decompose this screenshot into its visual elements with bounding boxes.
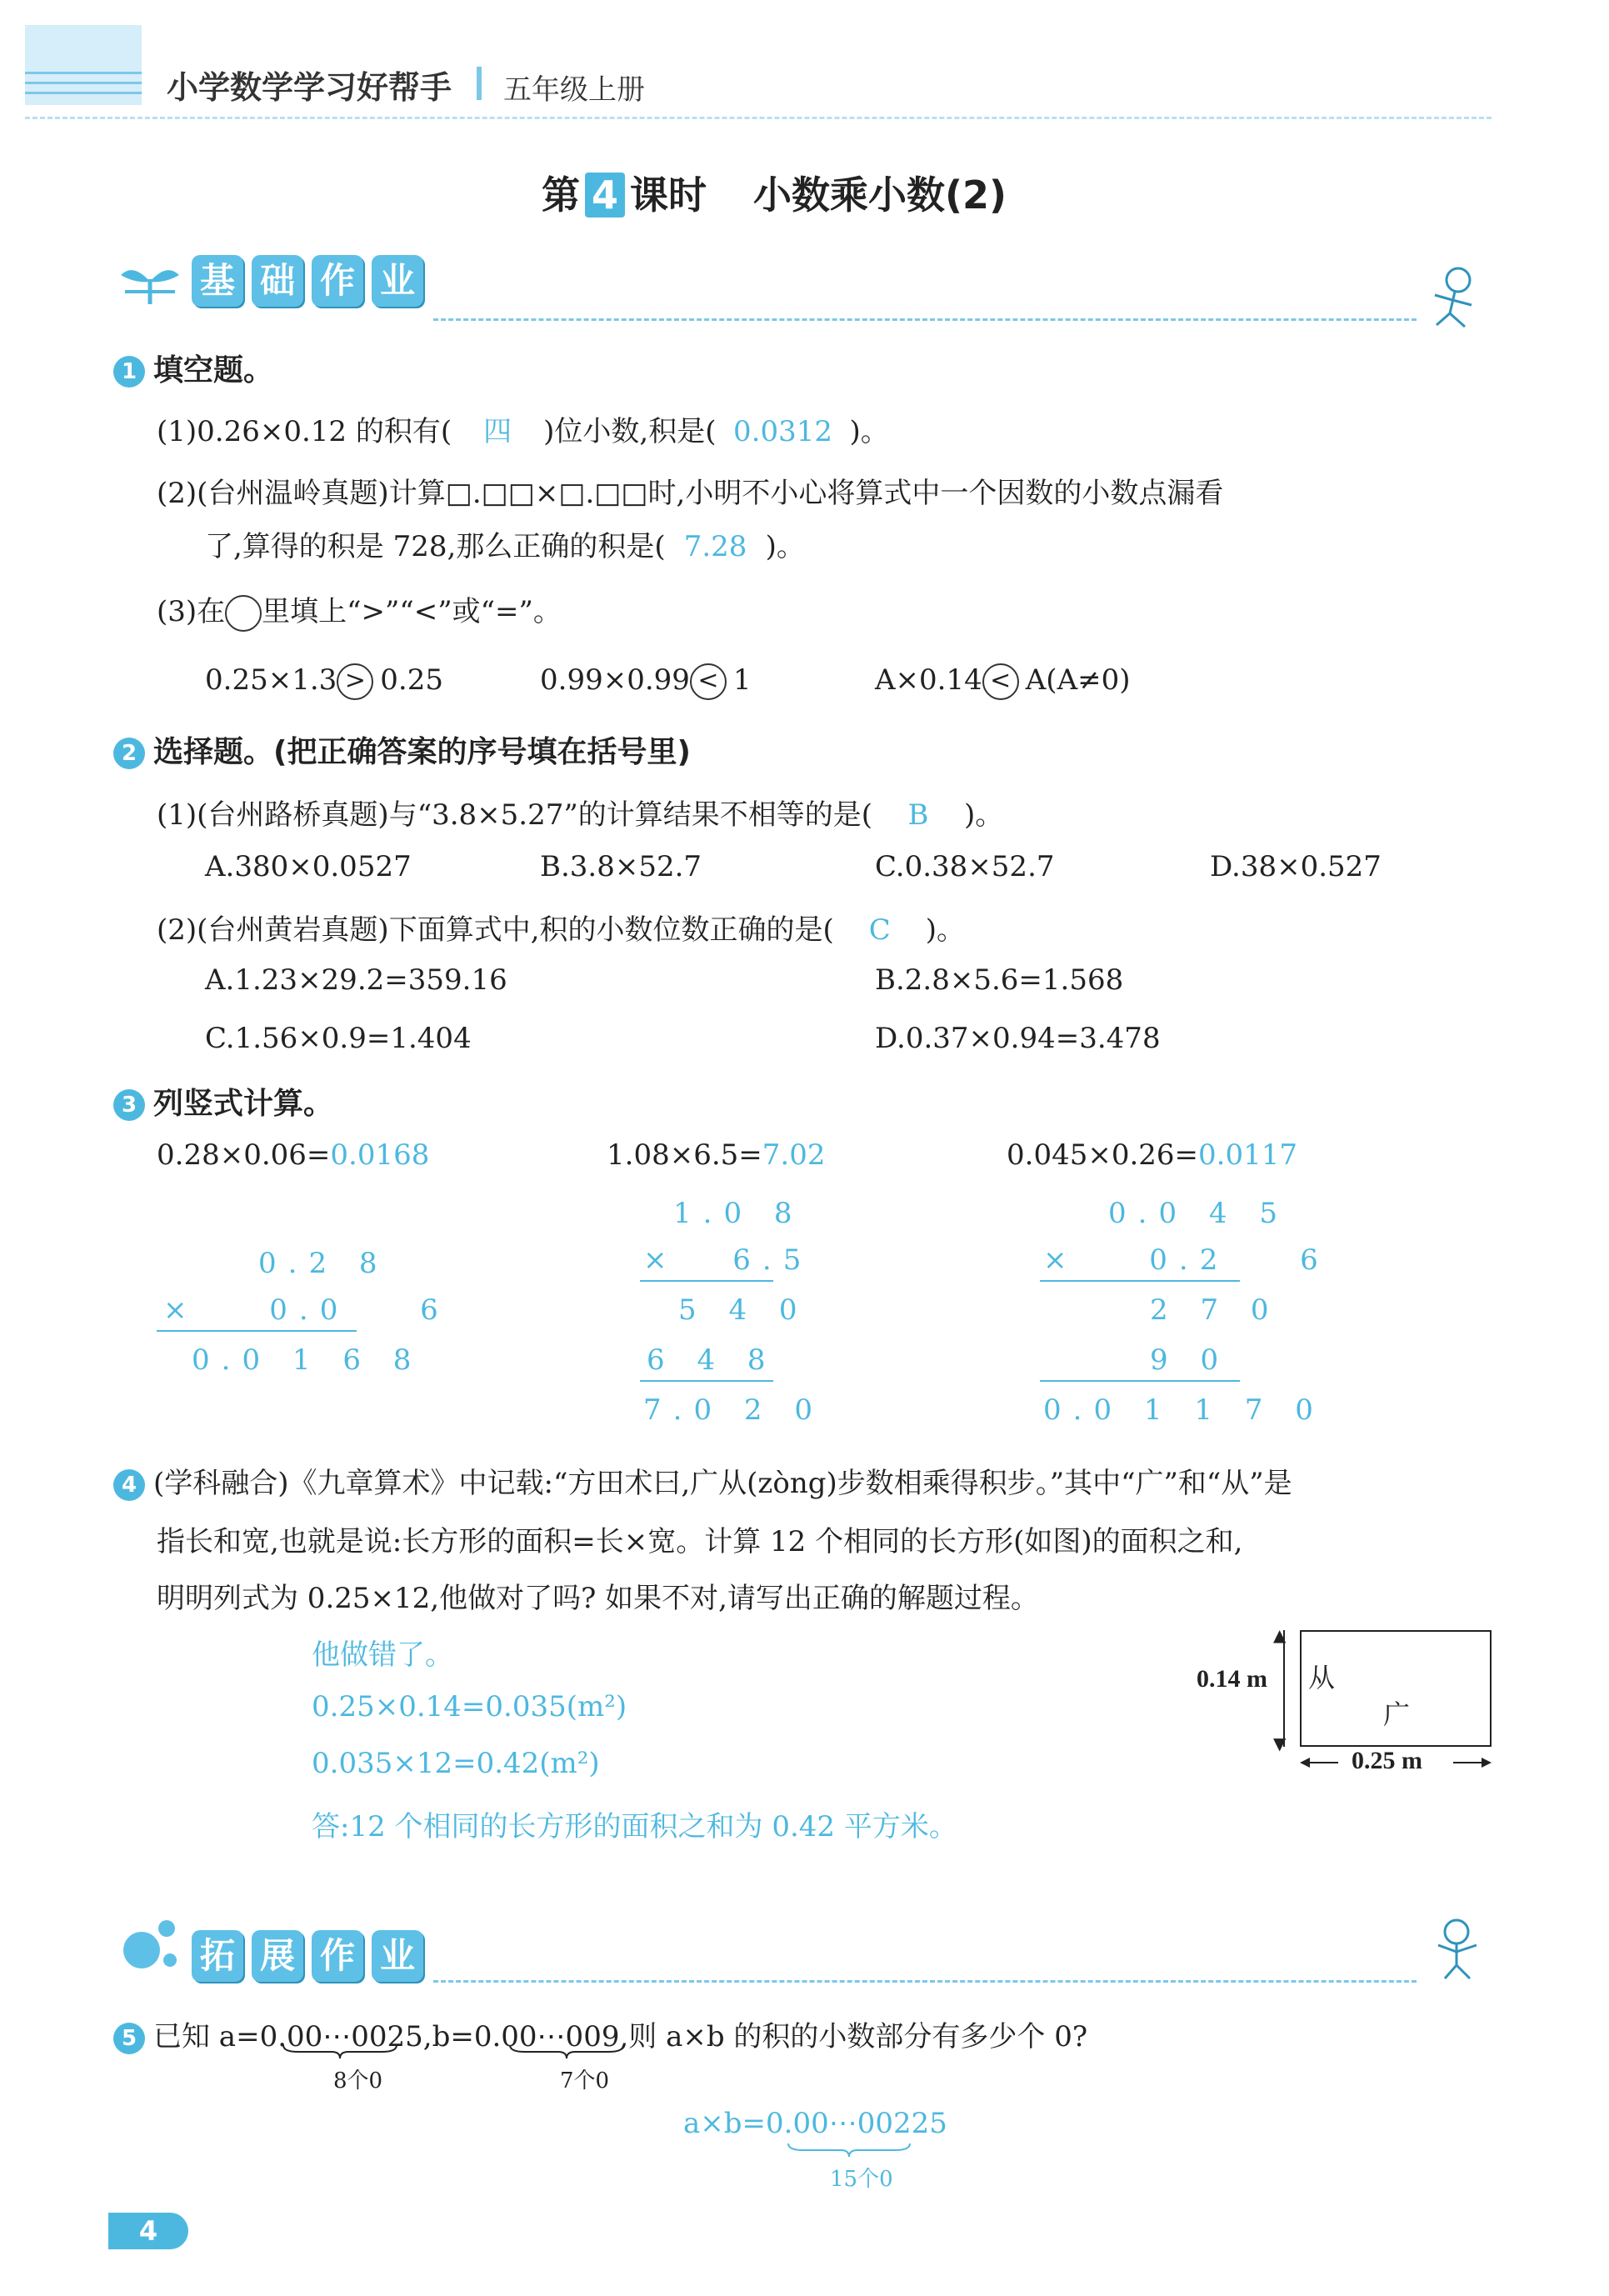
q1-part2-answer: 7.28: [683, 530, 747, 563]
q3-heading: [113, 1080, 333, 1123]
q4-answer4: 答:12 个相同的长方形的面积之和为 0.42 平方米。: [312, 1810, 957, 1843]
q2-part1-text: (1)(台州路桥真题)与“3.8×5.27”的计算结果不相等的是(: [157, 798, 872, 832]
option: D.38×0.527: [1210, 850, 1382, 883]
vcalc2-row: 1.0 8: [673, 1197, 804, 1230]
q3-title: 列竖式计算。: [153, 1087, 334, 1121]
compare-circle: >: [337, 663, 373, 700]
option: A.380×0.0527: [205, 850, 412, 883]
option: C.1.56×0.9=1.404: [205, 1022, 472, 1055]
page-number: 4: [108, 2213, 188, 2249]
q2-title: 选择题。(把正确答案的序号填在括号里): [153, 735, 691, 769]
book-subtitle: 五年级上册: [503, 73, 645, 107]
q1-part2-line1: (2)(台州温岭真题)计算□.□□×□.□□时,小明不小心将算式中一个因数的小数点漏看: [157, 477, 1224, 510]
banner-char: 础: [252, 255, 303, 307]
expr: 0.045×0.26=: [1007, 1138, 1199, 1172]
expr-answer: 7.02: [762, 1138, 826, 1172]
q1-part1-text: )位小数,积是(: [543, 415, 717, 448]
header-line: [25, 72, 142, 74]
banner-dashed-rule: [433, 1980, 1417, 1983]
banner-char: 展: [252, 1930, 303, 1982]
vcalc1-row: × 0.0 6: [163, 1293, 450, 1327]
q4-answer2: 0.25×0.14=0.035(m²): [312, 1690, 627, 1723]
vcalc1-row: 0.0 1 6 8: [192, 1343, 423, 1377]
header-divider: [477, 67, 482, 100]
compare-circle: <: [982, 663, 1019, 700]
q1-part2-text: 了,算得的积是 728,那么正确的积是(: [205, 530, 666, 563]
q1-part1-answer2: 0.0312: [733, 415, 832, 448]
lesson-unit: 课时: [630, 173, 707, 218]
banner-char: 作: [312, 255, 363, 307]
q4-text: (学科融合)《九章算术》中记载:“方田术曰,广从(zòng)步数相乘得积步。”其中“广”和“从”是: [153, 1467, 1292, 1500]
q2-heading: [113, 728, 691, 771]
q3-expr2: [607, 1138, 825, 1172]
kid-icon: [1425, 1917, 1492, 1987]
lesson-title: [542, 165, 1007, 220]
q4-answer3: 0.035×12=0.42(m²): [312, 1747, 600, 1780]
q1-number: 1: [113, 356, 145, 388]
q3-expr1: [157, 1138, 429, 1172]
q2-part1-answer: B: [907, 798, 929, 832]
q5-text: 已知 a=0.00⋯0025,b=0.00⋯009,则 a×b 的积的小数部分有多少个 0?: [153, 2020, 1088, 2053]
q2-part2-text: (2)(台州黄岩真题)下面算式中,积的小数位数正确的是(: [157, 913, 834, 947]
q3-expr3: [1007, 1138, 1297, 1172]
vcalc3-row: × 0.2 6: [1043, 1243, 1330, 1277]
compare-left: 0.25×1.3: [205, 663, 337, 697]
q1-part3-text: 里填上“>”“<”或“=”。: [262, 595, 562, 628]
lesson-number: 4: [585, 173, 625, 218]
q2-number: 2: [113, 738, 145, 769]
compare-right: 1: [732, 663, 752, 697]
vcalc3-row: 0.0 1 1 7 0: [1043, 1393, 1325, 1427]
vcalc-rule: [1040, 1280, 1240, 1282]
option: D.0.37×0.94=3.478: [875, 1022, 1161, 1055]
compare-left: A×0.14: [875, 663, 982, 697]
expr: 0.28×0.06=: [157, 1138, 331, 1172]
q4-line2: 指长和宽,也就是说:长方形的面积=长×宽。计算 12 个相同的长方形(如图)的面积之和,: [157, 1525, 1243, 1558]
book-title: 小学数学学习好帮手: [167, 69, 452, 106]
vcalc3-row: 2 7 0: [1150, 1293, 1281, 1327]
banner-char: 拓: [192, 1930, 243, 1982]
q2-part2-text: )。: [925, 913, 966, 947]
q2-part2: [157, 907, 965, 948]
q4-answer1: 他做错了。: [312, 1638, 453, 1672]
q4-number: 4: [113, 1469, 145, 1501]
arrow-down-icon: ▼: [1273, 1733, 1287, 1753]
bubbles-icon: [117, 1917, 183, 1978]
lesson-prefix: 第: [542, 173, 580, 218]
q2-part1: [157, 792, 1003, 833]
underbrace: [508, 2043, 625, 2060]
q1-title: 填空题。: [153, 353, 274, 388]
vcalc3-row: 9 0: [1150, 1343, 1231, 1377]
fig-height-label: 0.14 m: [1197, 1665, 1267, 1693]
q1-part2-line2: [205, 523, 805, 564]
expr: 1.08×6.5=: [607, 1138, 762, 1172]
vcalc-rule: [157, 1330, 357, 1332]
brace-label-b: 7个0: [560, 2068, 610, 2093]
header-dashed-rule: [25, 117, 1492, 119]
vcalc-rule: [1040, 1380, 1240, 1382]
arrow-up-icon: ▲: [1273, 1625, 1287, 1645]
compare-left: 0.99×0.99: [540, 663, 690, 697]
underbrace: [282, 2043, 398, 2060]
banner-char: 作: [312, 1930, 363, 1982]
underbrace: [787, 2142, 912, 2158]
extended-section-banner: [192, 1930, 432, 1982]
expr-answer: 0.0168: [330, 1138, 430, 1172]
option: A.1.23×29.2=359.16: [205, 963, 507, 997]
vcalc-rule: [640, 1380, 773, 1382]
fig-width-label: 0.25 m: [1352, 1747, 1422, 1774]
header-line: [25, 82, 142, 84]
q1-part2-text: )。: [765, 530, 805, 563]
compare-right: A(A≠0): [1025, 663, 1131, 697]
vcalc1-row: 0.2 8: [258, 1247, 389, 1280]
expr-answer: 0.0117: [1198, 1138, 1297, 1172]
fig-cong-label: 从: [1308, 1662, 1336, 1693]
height-arrow: [1283, 1630, 1285, 1747]
vcalc3-row: 0.0 4 5: [1108, 1197, 1289, 1230]
lesson-topic: 小数乘小数(2): [753, 173, 1007, 218]
banner-char: 业: [372, 255, 423, 307]
q4-line3: 明明列式为 0.25×12,他做对了吗? 如果不对,请写出正确的解题过程。: [157, 1582, 1039, 1615]
header-line: [25, 92, 142, 94]
q1-part1-text: )。: [849, 415, 889, 448]
running-kid-icon: [1425, 265, 1483, 335]
basic-section-banner: [192, 255, 432, 307]
q1-heading: [113, 347, 273, 389]
q1-compare2: [540, 663, 752, 700]
q1-compare1: [205, 663, 443, 700]
vcalc2-row: × 6.5: [643, 1243, 813, 1277]
banner-dashed-rule: [433, 318, 1417, 321]
banner-char: 业: [372, 1930, 423, 1982]
q1-part1-text: (1)0.26×0.12 的积有(: [157, 415, 452, 448]
q3-number: 3: [113, 1089, 145, 1121]
q1-part1: [157, 408, 889, 449]
option: B.2.8×5.6=1.568: [875, 963, 1124, 997]
option: B.3.8×52.7: [540, 850, 702, 883]
brace-label-ans: 15个0: [830, 2167, 893, 2192]
sprout-icon: [117, 258, 183, 312]
banner-char: 基: [192, 255, 243, 307]
q1-compare3: [875, 663, 1131, 700]
q5-answer: a×b=0.00⋯00225: [683, 2107, 947, 2140]
q2-part2-answer: C: [868, 913, 891, 947]
vcalc-rule: [640, 1280, 773, 1282]
q1-part3: [157, 588, 562, 632]
fig-guang-label: 广: [1383, 1698, 1411, 1730]
vcalc2-row: 6 4 8: [647, 1343, 777, 1377]
vcalc2-row: 7.0 2 0: [643, 1393, 824, 1427]
compare-right: 0.25: [380, 663, 443, 697]
blank-circle-icon: [225, 595, 262, 632]
compare-circle: <: [690, 663, 727, 700]
q4-line1: [113, 1460, 1292, 1501]
q1-part3-text: (3)在: [157, 595, 226, 628]
option: C.0.38×52.7: [875, 850, 1055, 883]
q1-part1-answer1: 四: [483, 415, 512, 448]
q2-part1-text: )。: [963, 798, 1004, 832]
vcalc2-row: 5 4 0: [678, 1293, 809, 1327]
q5-number: 5: [113, 2023, 145, 2054]
brace-label-a: 8个0: [333, 2068, 383, 2093]
